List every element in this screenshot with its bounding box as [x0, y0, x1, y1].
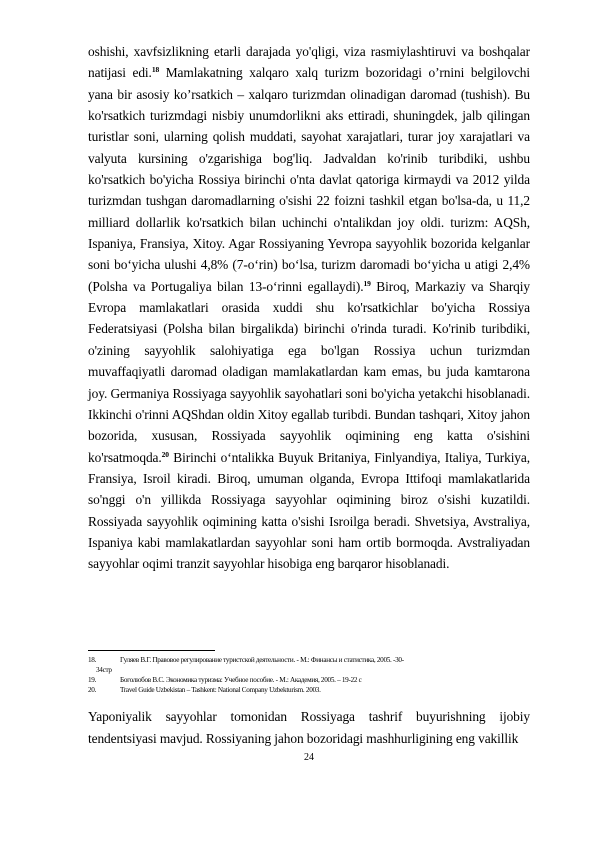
footnote-ref-20[interactable]: 20: [161, 449, 169, 459]
footnote-18: [88, 655, 538, 675]
footnote-text: Travel Guide Uzbekistan – Tashkent: National Company Uzbekturism. 2003.: [120, 686, 321, 694]
paragraph-text-2: Mamlakatning xalqaro xalq turizm bozoridagi o’rnini belgilovchi yana bir asosiy ko’rsatkich – xalqaro turizmdan olinadigan daromad (tushish). Bu ko'rsatkich turizmdagi nisbiy unumdorlikni aks ettiradi, shuningdek, jalb qilingan turistlar soni, ularning qolish muddati, sayohat xarajatlari, turar joy xarajatlari va valyuta kursining o'zgarishiga bog'liq. Jadvaldan ko'rinib turibdiki, ushbu ko'rsatkich bo'yicha Rossiya birinchi o'nta davlat qatoriga kirmaydi va 2012 yilda turizmdan tushgan daromadlarning o'sishi 22 foizni tashkil etgan bo'lsa-da, u 11,2 milliard dollarlik ko'rsatkich bilan uchinchi o'ntalikdan joy oldi. turizm: AQSh, Ispaniya, Fransiya, Xitoy. Agar Rossiyaning Yevropa sayyohlik bozorida kelganlar soni bo‘yicha ulushi 4,8% (7-o‘rin) bo‘lsa, turizm daromadi bo‘yicha u atigi 2,4% (Polsha va Portugaliya bilan 13-o‘rinni egallaydi).: [88, 65, 530, 294]
footnote-separator: [88, 650, 215, 651]
footnote-20: [88, 685, 538, 695]
paragraph-text-3: Biroq, Markaziy va Sharqiy Evropa mamlakatlari orasida xuddi shu ko'rsatkichlar bo'yicha Rossiya Federatsiyasi (Polsha bilan birgalikda) birinchi o'rinda turadi. Ko'rinib turibdiki, o'zining sayyohlik salohiyatiga ega bo'lgan Rossiya uchun turizmdan muvaffaqiyatli daromad oladigan mamlakatlardan kam emas, bu juda kamtarona joy. Germaniya Rossiyaga sayyohlik sayohatlari soni bo'yicha yetakchi hisoblanadi. Ikkinchi o'rinni AQShdan oldin Xitoy egallab turibdi. Bundan tashqari, Xitoy jahon bozorida, xususan, Rossiyada sayyohlik oqimining eng katta o'sishini ko'rsatmoqda.: [88, 278, 530, 465]
footnote-ref-19[interactable]: 19: [363, 278, 371, 288]
footnote-text: Боголюбов В.С. Экономика туризма: Учебное пособие. - М.: Академия, 2005. – 19-22 с: [120, 676, 362, 684]
footnote-19: [88, 675, 538, 685]
footnote-text-continued: 34стр: [96, 666, 112, 674]
paragraph-text-4: Birinchi o‘ntalikka Buyuk Britaniya, Finlyandiya, Italiya, Turkiya, Fransiya, Isroil kiradi. Biroq, umuman olganda, Evropa Ittifoqi mamlakatlarida so'nggi o'n yillikda Rossiyaga sayyohlar oqimining biroz o'sishi kuzatildi. Rossiyada sayyohlik oqimining katta o'sishi Isroilga beradi. Shvetsiya, Avstraliya, Ispaniya kabi mamlakatlardan sayyohlar soni ham ortib bormoqda. Avstraliyadan sayyohlar oqimi tranzit sayyohlar hisobiga eng barqaror hisoblanadi.: [88, 449, 530, 572]
continuation-paragraph: Yaponiyalik sayyohlar tomonidan Rossiyaga tashrif buyurishning ijobiy tendentsiyasi mavjud. Rossiyaning jahon bozoridagi mashhurligining eng vakillik: [88, 709, 530, 746]
page-number: 24: [304, 752, 314, 763]
footnote-text: Гуляев В.Г. Правовое регулирование туристской деятельности. - М.: Финансы и статистика, 2005. -30-: [120, 656, 404, 664]
footnotes: [88, 655, 538, 695]
footnote-ref-18[interactable]: 18: [151, 65, 160, 75]
footnote-number: 19.: [88, 676, 97, 684]
footnote-number: 18.: [88, 656, 97, 664]
footnote-number: 20.: [88, 686, 97, 694]
paragraph-text-1: oshishi, xavfsizlikning etarli darajada yo'qligi, viza rasmiylashtiruvi va boshqalar natijasi edi.: [88, 44, 530, 81]
main-paragraph: [88, 41, 530, 575]
